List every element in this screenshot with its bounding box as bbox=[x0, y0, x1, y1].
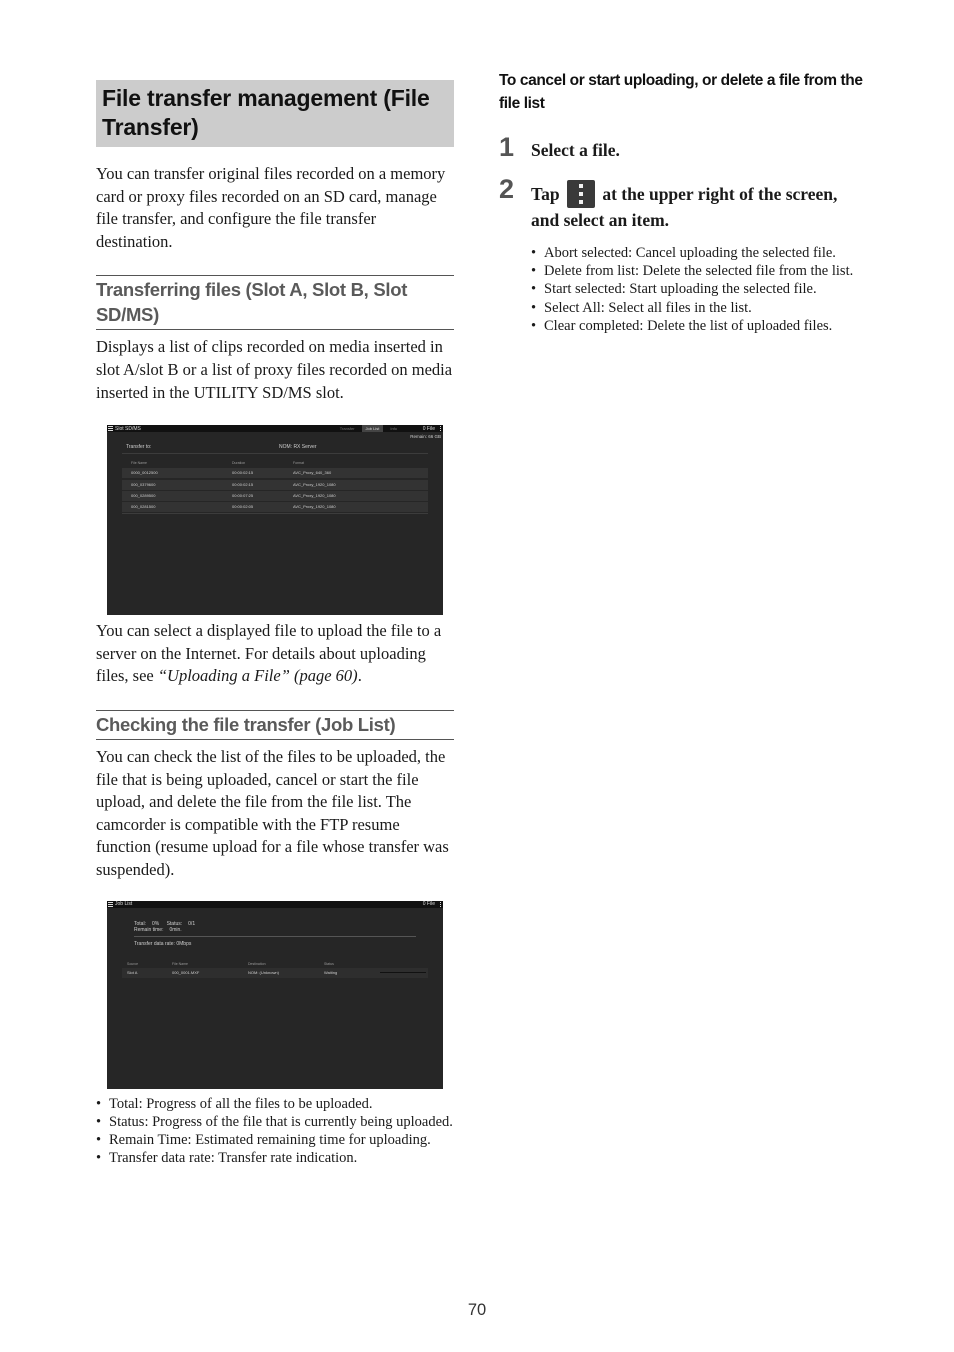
transferring-paragraph: Displays a list of clips recorded on media inserted in slot A/slot B or a list of proxy files recorded on media inserted in the UTILITY SD/MS slot. bbox=[96, 337, 453, 402]
step-text: Select a file. bbox=[531, 140, 620, 160]
row-status: Waiting bbox=[324, 969, 338, 975]
kebab-menu-icon[interactable] bbox=[440, 426, 442, 431]
section-heading-job-list: Checking the file transfer (Job List) bbox=[96, 710, 454, 740]
row-format: AVC_Proxy_1920_1080 bbox=[293, 482, 336, 488]
right-column bbox=[499, 70, 869, 335]
file-list-header bbox=[122, 459, 428, 467]
remain-capacity: Remain: 66 GB bbox=[410, 434, 441, 440]
rate-value: 0Mbps bbox=[176, 940, 192, 947]
list-item: • Total: Progress of all the files to be uploaded. bbox=[96, 1095, 454, 1113]
chapter-title: File transfer management (File Transfer) bbox=[96, 80, 454, 147]
row-file-name: 000_0001.MXF bbox=[172, 969, 200, 975]
row-source: Slot A bbox=[127, 969, 138, 975]
upload-text: You can select a displayed file to upload the file to a server on the Internet. For details about uploading files, see bbox=[96, 621, 442, 686]
row-format: AVC_Proxy_640_360 bbox=[293, 470, 332, 476]
table-row[interactable] bbox=[122, 468, 428, 478]
row-file-name: 000_0379600 bbox=[131, 482, 156, 488]
left-column bbox=[96, 80, 454, 1167]
upload-text-end: . bbox=[357, 666, 362, 686]
column-file-name: File Name bbox=[172, 961, 188, 966]
row-destination: NOM: (Unknown) bbox=[248, 969, 279, 975]
menu-icon[interactable] bbox=[108, 902, 113, 907]
list-item: • Delete from list: Delete the selected file from the list. bbox=[531, 262, 869, 280]
slot-sdms-screenshot bbox=[107, 425, 443, 615]
kebab-menu-icon bbox=[567, 180, 595, 208]
status-value: 0/1 bbox=[188, 920, 196, 927]
screenshot-topbar bbox=[107, 425, 443, 432]
remain-time-value: 0min. bbox=[169, 926, 182, 933]
job-list-screenshot bbox=[107, 901, 443, 1089]
total-value: 0% bbox=[151, 920, 160, 927]
step-number: 1 bbox=[499, 132, 515, 162]
row-format: AVC_Proxy_1920_1080 bbox=[293, 504, 336, 510]
screen-tabs bbox=[336, 425, 401, 432]
total-progress-bar bbox=[134, 936, 416, 938]
menu-icon[interactable] bbox=[108, 426, 113, 431]
list-item: • Abort selected: Cancel uploading the selected file. bbox=[531, 244, 869, 262]
list-item: • Transfer data rate: Transfer rate indication. bbox=[96, 1149, 454, 1167]
row-duration: 00:00:02:15 bbox=[232, 482, 254, 488]
list-item: • Select All: Select all files in the list. bbox=[531, 299, 869, 317]
row-file-name: 0000_0012500 bbox=[131, 470, 158, 476]
table-row[interactable] bbox=[122, 491, 428, 501]
step-text-post: at the upper right of the screen, and select an item. bbox=[531, 184, 838, 230]
uploading-file-reference-link[interactable]: “Uploading a File” (page 60) bbox=[157, 666, 358, 686]
transfer-rate bbox=[134, 941, 191, 947]
screen-title: Slot SD/MS bbox=[115, 425, 141, 432]
tab-info[interactable]: Info bbox=[390, 426, 397, 432]
table-row[interactable] bbox=[122, 480, 428, 490]
row-duration: 00:00:07:25 bbox=[232, 493, 254, 499]
transfer-value: NOM: RX Server bbox=[279, 444, 317, 451]
intro-paragraph: You can transfer original files recorded on a memory card or proxy files recorded on an SD card, manage file transfer, and configure the file transfer destination. bbox=[96, 164, 446, 251]
upload-paragraph bbox=[96, 620, 454, 688]
list-item: • Status: Progress of the file that is currently being uploaded. bbox=[96, 1113, 454, 1131]
step-number: 2 bbox=[499, 174, 515, 204]
total-label: Total: bbox=[134, 920, 146, 927]
tab-job-list[interactable]: Job List bbox=[362, 425, 384, 432]
column-source: Source bbox=[127, 961, 139, 966]
list-divider bbox=[122, 513, 428, 514]
file-count: 0 File bbox=[422, 901, 435, 907]
rate-label: Transfer data rate: bbox=[134, 940, 175, 947]
list-item: • Start selected: Start uploading the selected file. bbox=[531, 280, 869, 298]
row-file-name: 000_0289500 bbox=[131, 493, 156, 499]
step-2 bbox=[499, 174, 869, 232]
kebab-menu-icon[interactable] bbox=[440, 902, 442, 907]
row-duration: 00:00:02:05 bbox=[232, 504, 254, 510]
transfer-destination-row[interactable] bbox=[122, 441, 428, 454]
column-duration: Duration bbox=[232, 461, 246, 466]
table-row[interactable] bbox=[122, 968, 428, 978]
job-list-legend bbox=[96, 1095, 454, 1168]
job-progress-info bbox=[134, 921, 201, 933]
list-item: • Remain Time: Estimated remaining time for uploading. bbox=[96, 1131, 454, 1149]
row-progress-bar bbox=[380, 972, 426, 974]
menu-items-list bbox=[531, 244, 869, 335]
column-file-name: File Name bbox=[131, 461, 147, 466]
remain-time-label: Remain time: bbox=[134, 926, 164, 933]
screenshot-topbar bbox=[107, 901, 443, 908]
column-status: Status bbox=[324, 961, 334, 966]
list-item: • Clear completed: Delete the list of uploaded files. bbox=[531, 317, 869, 335]
page-number: 70 bbox=[467, 1301, 487, 1319]
row-duration: 00:00:02:15 bbox=[232, 470, 254, 476]
row-format: AVC_Proxy_1920_1080 bbox=[293, 493, 336, 499]
status-label: Status: bbox=[166, 920, 183, 927]
step-text-pre: Tap bbox=[531, 184, 560, 204]
row-file-name: 000_0281500 bbox=[131, 504, 156, 510]
section-heading-transferring: Transferring files (Slot A, Slot B, Slot SD/MS) bbox=[96, 275, 454, 330]
procedure-heading: To cancel or start uploading, or delete a file from the file list bbox=[499, 72, 863, 112]
column-destination: Destination bbox=[248, 961, 266, 966]
screen-title: Job List bbox=[115, 901, 133, 907]
column-format: Format bbox=[293, 461, 305, 466]
transfer-label: Transfer to: bbox=[126, 444, 152, 451]
job-list-paragraph: You can check the list of the files to be uploaded, the file that is being uploaded, cancel or start the file upload, and delete the file from the file list. The camcorder is compatible with the FTP resume function (resume upload for a file whose transfer was suspended). bbox=[96, 746, 449, 879]
step-1 bbox=[499, 132, 869, 162]
file-count: 0 File bbox=[422, 425, 435, 432]
table-row[interactable] bbox=[122, 502, 428, 512]
tab-transfer[interactable]: Transfer bbox=[339, 426, 355, 432]
job-list-header bbox=[122, 960, 428, 968]
